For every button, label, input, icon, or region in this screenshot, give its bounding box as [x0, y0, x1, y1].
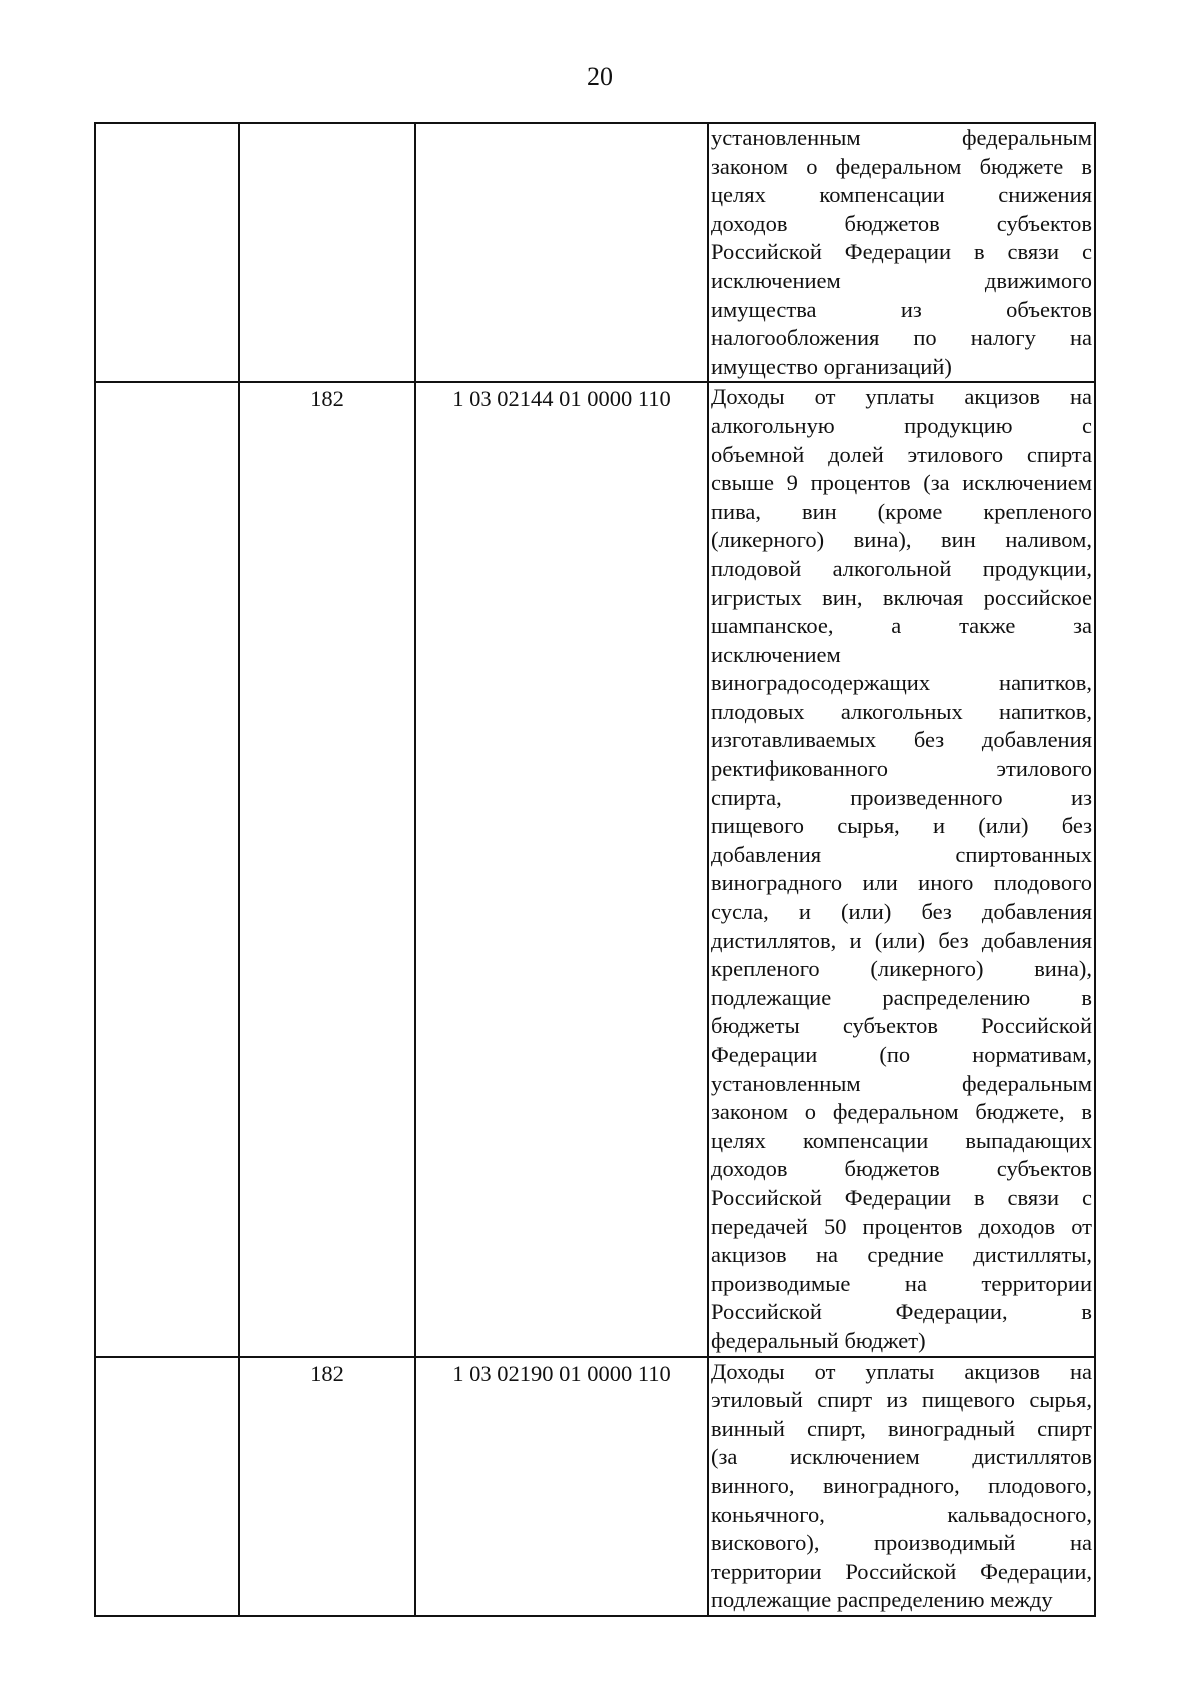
description-line: вискового), производимый на	[711, 1530, 1092, 1556]
cell-admin-code	[239, 1357, 415, 1616]
page-number: 20	[587, 62, 613, 91]
description-line: (за исключением дистиллятов	[711, 1444, 1092, 1470]
col1-text	[96, 124, 238, 126]
cell-col1	[95, 123, 239, 382]
description-text	[709, 383, 1094, 1355]
col1-text	[96, 1358, 238, 1360]
description-line: крепленого (ликерного) вина),	[711, 956, 1092, 982]
description-line: спирта, произведенного из	[711, 784, 1092, 810]
cell-kbk	[415, 1357, 708, 1616]
description-text	[709, 124, 1094, 381]
description-line: объемной долей этилового спирта	[711, 441, 1092, 467]
cell-kbk	[415, 123, 708, 382]
cell-admin-code	[239, 123, 415, 382]
cell-col1	[95, 1357, 239, 1616]
admin-code: 182	[310, 386, 344, 412]
description-line: производимые на территории	[711, 1270, 1092, 1296]
description-line: (ликерного) вина), вин наливом,	[711, 527, 1092, 553]
description-line: исключением	[711, 641, 841, 667]
description-line: алкогольную продукцию с	[711, 412, 1092, 438]
description-line: плодовой алкогольной продукции,	[711, 555, 1092, 581]
description-line: законом о федеральном бюджете, в	[711, 1099, 1092, 1125]
description-line: Доходы от уплаты акцизов на	[711, 1358, 1092, 1384]
cell-description	[708, 123, 1095, 382]
description-text	[709, 1358, 1094, 1615]
kbk-code: 1 03 02190 01 0000 110	[452, 1360, 671, 1386]
description-line: шампанское, а также за	[711, 613, 1092, 639]
description-line: целях компенсации выпадающих	[711, 1127, 1092, 1153]
description-line: коньячного, кальвадосного,	[711, 1501, 1092, 1527]
description-line: пищевого сырья, и (или) без	[711, 813, 1092, 839]
description-line: подлежащие распределению между	[711, 1587, 1053, 1613]
description-line: игристых вин, включая российское	[711, 584, 1092, 610]
description-line: имущества из объектов	[711, 296, 1092, 322]
description-line: акцизов на средние дистилляты,	[711, 1242, 1092, 1268]
description-line: винного, виноградного, плодового,	[711, 1472, 1092, 1498]
description-line: установленным федеральным	[711, 125, 1092, 150]
col1-text	[96, 383, 238, 385]
description-line: этиловый спирт из пищевого сырья,	[711, 1387, 1092, 1413]
description-line: законом о федеральном бюджете в	[711, 153, 1092, 179]
table-row	[95, 382, 1095, 1356]
description-line: плодовых алкогольных напитков,	[711, 698, 1092, 724]
description-line: виноградного или иного плодового	[711, 870, 1092, 896]
description-line: ректификованного этилового	[711, 756, 1092, 782]
table-body	[95, 123, 1095, 1616]
description-line: подлежащие распределению в	[711, 984, 1092, 1010]
description-line: Российской Федерации в связи с	[711, 239, 1092, 265]
description-line: изготавливаемых без добавления	[711, 727, 1092, 753]
description-line: исключением движимого	[711, 267, 1092, 293]
admin-code: 182	[310, 1360, 344, 1386]
description-line: дистиллятов, и (или) без добавления	[711, 927, 1092, 953]
cell-description	[708, 1357, 1095, 1616]
cell-description	[708, 382, 1095, 1356]
description-line: имущество организаций)	[711, 353, 952, 379]
description-line: доходов бюджетов субъектов	[711, 1156, 1092, 1182]
description-line: территории Российской Федерации,	[711, 1558, 1092, 1584]
table-row	[95, 123, 1095, 382]
description-line: Федерации (по нормативам,	[711, 1042, 1092, 1067]
description-line: пива, вин (кроме крепленого	[711, 498, 1092, 524]
table-row	[95, 1357, 1095, 1616]
description-line: сусла, и (или) без добавления	[711, 899, 1092, 925]
kbk-code: 1 03 02144 01 0000 110	[452, 386, 671, 412]
description-line: федеральный бюджет)	[711, 1327, 926, 1353]
description-line: Доходы от уплаты акцизов на	[711, 384, 1092, 410]
cell-admin-code	[239, 382, 415, 1356]
kbk-code	[416, 124, 707, 126]
description-line: виноградосодержащих напитков,	[711, 670, 1092, 696]
cell-col1	[95, 382, 239, 1356]
description-line: Российской Федерации, в	[711, 1299, 1092, 1325]
description-line: доходов бюджетов субъектов	[711, 210, 1092, 236]
description-line: налогообложения по налогу на	[711, 325, 1092, 351]
admin-code	[240, 124, 414, 126]
description-line: установленным федеральным	[711, 1070, 1092, 1096]
description-line: Российской Федерации в связи с	[711, 1184, 1092, 1210]
revenue-codes-table	[94, 122, 1096, 1617]
description-line: бюджеты субъектов Российской	[711, 1013, 1092, 1039]
description-line: целях компенсации снижения	[711, 182, 1092, 208]
description-line: передачей 50 процентов доходов от	[711, 1213, 1092, 1239]
description-line: винный спирт, виноградный спирт	[711, 1415, 1092, 1441]
description-line: свыше 9 процентов (за исключением	[711, 470, 1092, 496]
cell-kbk	[415, 382, 708, 1356]
description-line: добавления спиртованных	[711, 841, 1092, 867]
